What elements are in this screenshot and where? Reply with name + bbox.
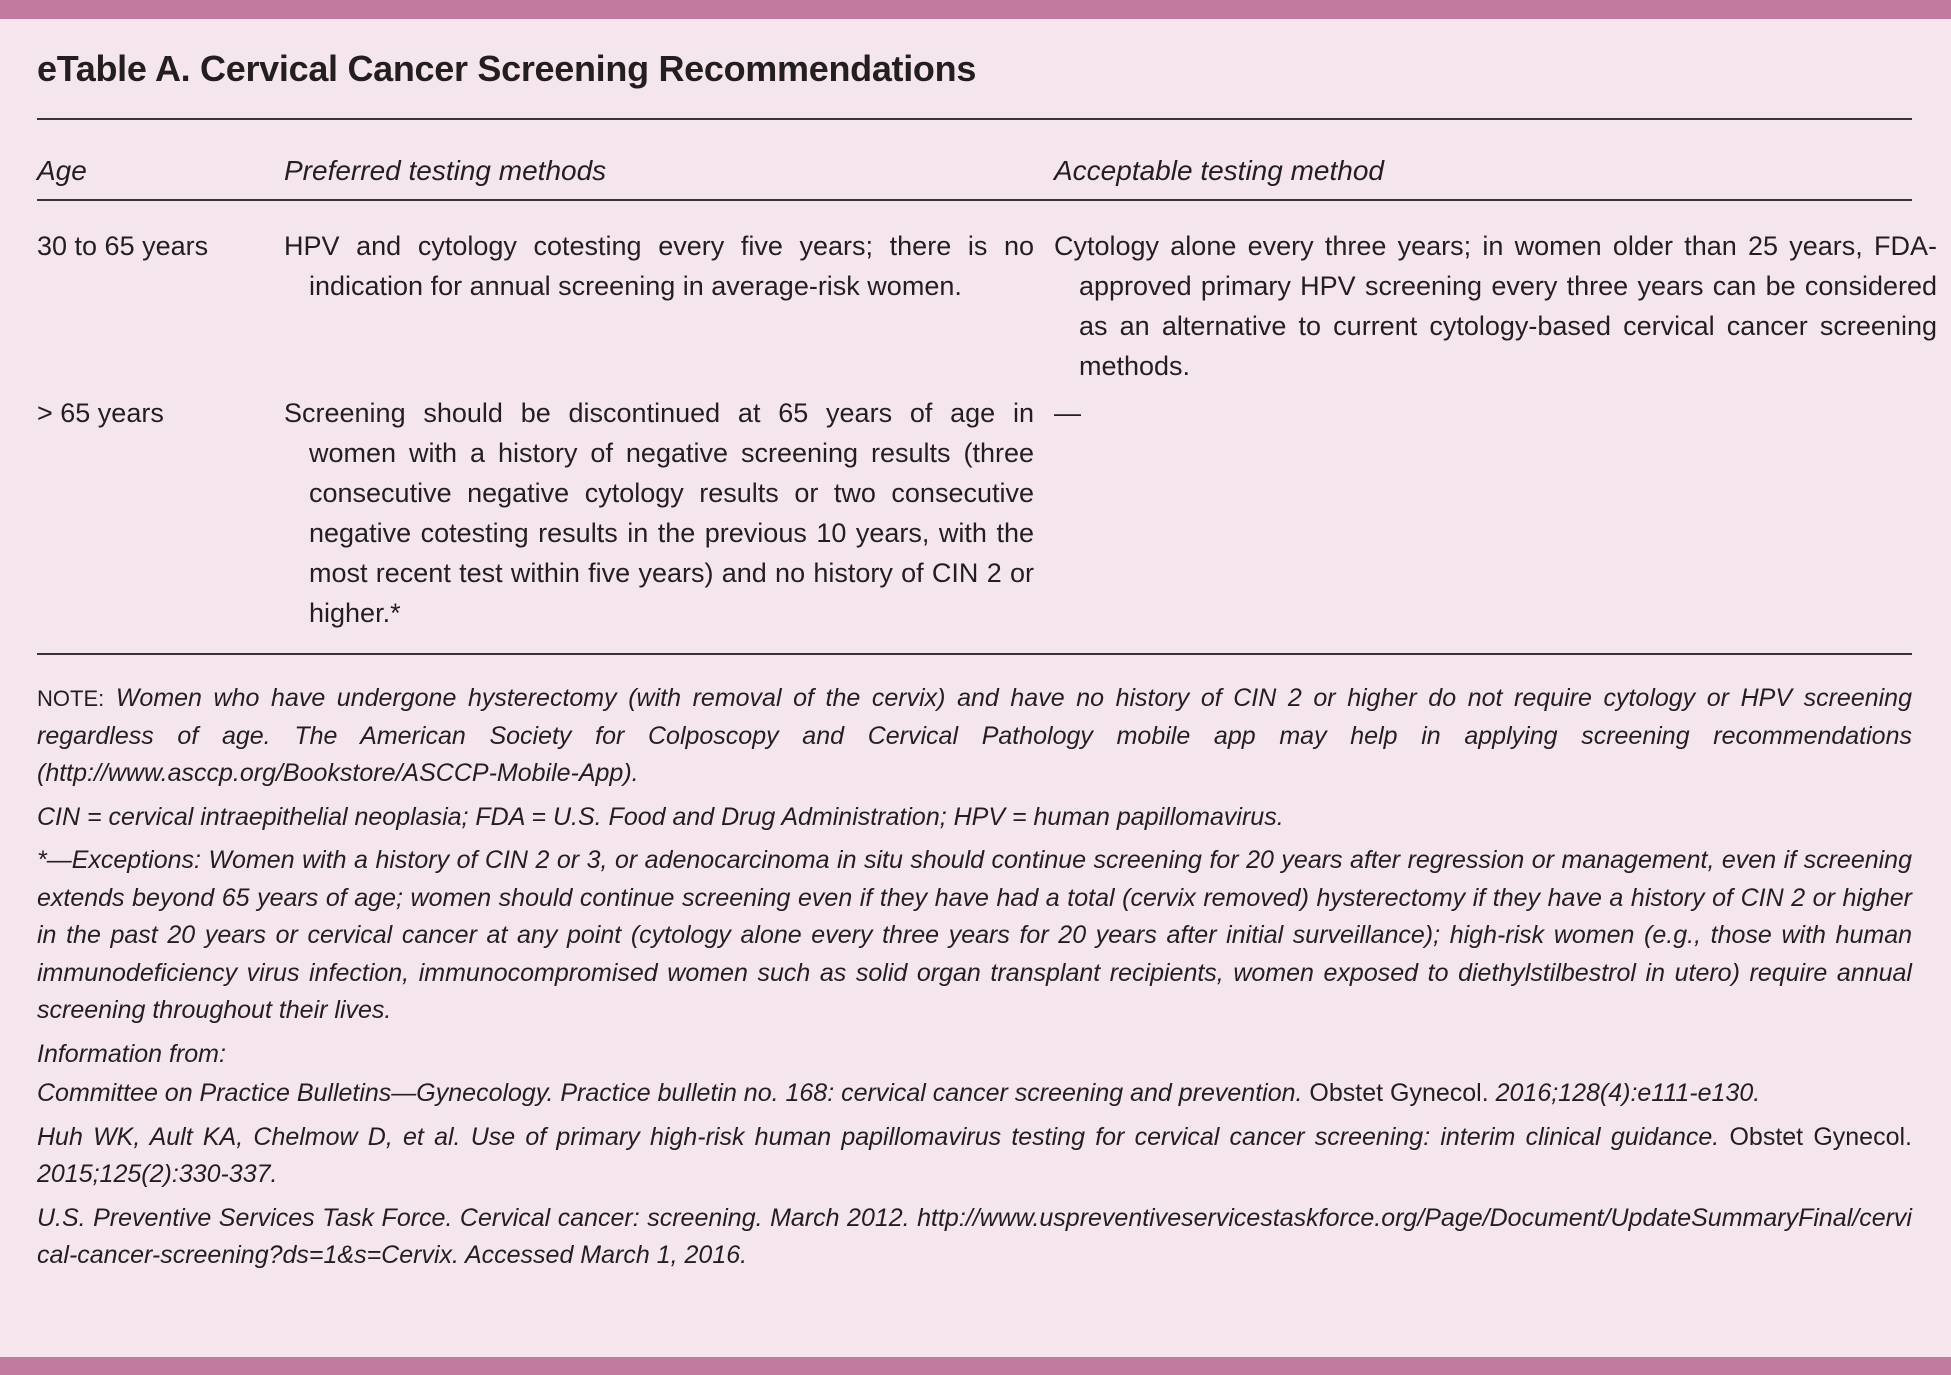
column-header-preferred: Preferred testing methods: [284, 155, 607, 186]
row-preferred: Screening should be discontinued at 65 years of age in women with a history of negative screening results (three consecutive negative cytology results or two consecutive negative cotesting results in the previous 10 years, with the most recent test within five years) and no history of CIN 2 or higher.*: [284, 398, 1034, 628]
reference-text: U.S. Preventive Services Task Force. Cervical cancer: screening. March 2012. http://www.uspreventiveservicestaskforce.org/Page/Document/UpdateSummaryFinal/cervical-cancer-screening?ds=1&s=Cervix. Accessed March 1, 2016.: [37, 1203, 1912, 1269]
divider: [37, 118, 1912, 120]
divider: [37, 199, 1912, 201]
table-title: eTable A. Cervical Cancer Screening Recommendations: [37, 48, 977, 89]
reference-citation: 2016;128(4):e111-e130.: [1495, 1079, 1761, 1107]
divider: [37, 653, 1912, 655]
info-from: Information from:: [37, 1039, 226, 1068]
bottom-border: [0, 1357, 1951, 1375]
exceptions: *—Exceptions: Women with a history of CIN 2 or 3, or adenocarcinoma in situ should continue screening for 20 years after regression or management, even if screening extends beyond 65 years of age; women should continue screening even if they have had a total (cervix removed) hysterectomy if they have a history of CIN 2 or higher in the past 20 years or cervical cancer at any point (cytology alone every three years for 20 years after initial surveillance); high-risk women (e.g., those with human immunodeficiency virus infection, immunocompromised women such as solid organ transplant recipients, women exposed to diethylstilbestrol in utero) require annual screening throughout their lives.: [37, 846, 1912, 1024]
reference-text: Committee on Practice Bulletins—Gynecology. Practice bulletin no. 168: cervical cancer screening and prevention.: [37, 1079, 1303, 1107]
row-age: 30 to 65 years: [37, 231, 209, 261]
abbreviations: CIN = cervical intraepithelial neoplasia; FDA = U.S. Food and Drug Administration; HPV = human papillomavirus.: [37, 802, 1284, 831]
reference: [37, 1075, 1912, 1113]
column-header-age: Age: [37, 155, 87, 186]
reference-journal: Obstet Gynecol.: [1729, 1122, 1912, 1151]
column-header-acceptable: Acceptable testing method: [1054, 155, 1384, 186]
top-border: [0, 0, 1951, 19]
note-label: NOTE:: [37, 686, 105, 711]
reference: [37, 1119, 1912, 1194]
row-age: > 65 years: [37, 398, 164, 428]
reference-citation: 2015;125(2):330-337.: [37, 1160, 278, 1188]
note-text: Women who have undergone hysterectomy (with removal of the cervix) and have no history of CIN 2 or higher do not require cytology or HPV screening regardless of age. The American Society for Colposcopy and Cervical Pathology mobile app may help in applying screening recommendations (http://www.asccp.org/Bookstore/ASCCP-Mobile-App).: [37, 684, 1912, 787]
table-notes: [37, 680, 1912, 1281]
reference-text: Huh WK, Ault KA, Chelmow D, et al. Use of primary high-risk human papillomavirus testing for cervical cancer screening: interim clinical guidance.: [37, 1122, 1720, 1151]
reference-journal: Obstet Gynecol.: [1309, 1079, 1489, 1107]
note: [37, 680, 1912, 793]
row-acceptable: —: [1054, 398, 1081, 428]
row-preferred: HPV and cytology cotesting every five years; there is no indication for annual screening in average-risk women.: [284, 231, 1034, 301]
row-acceptable: Cytology alone every three years; in women older than 25 years, FDA-approved primary HPV screening every three years can be considered as an alternative to current cytology-based cervical cancer screening methods.: [1054, 231, 1937, 381]
reference: [37, 1200, 1912, 1275]
